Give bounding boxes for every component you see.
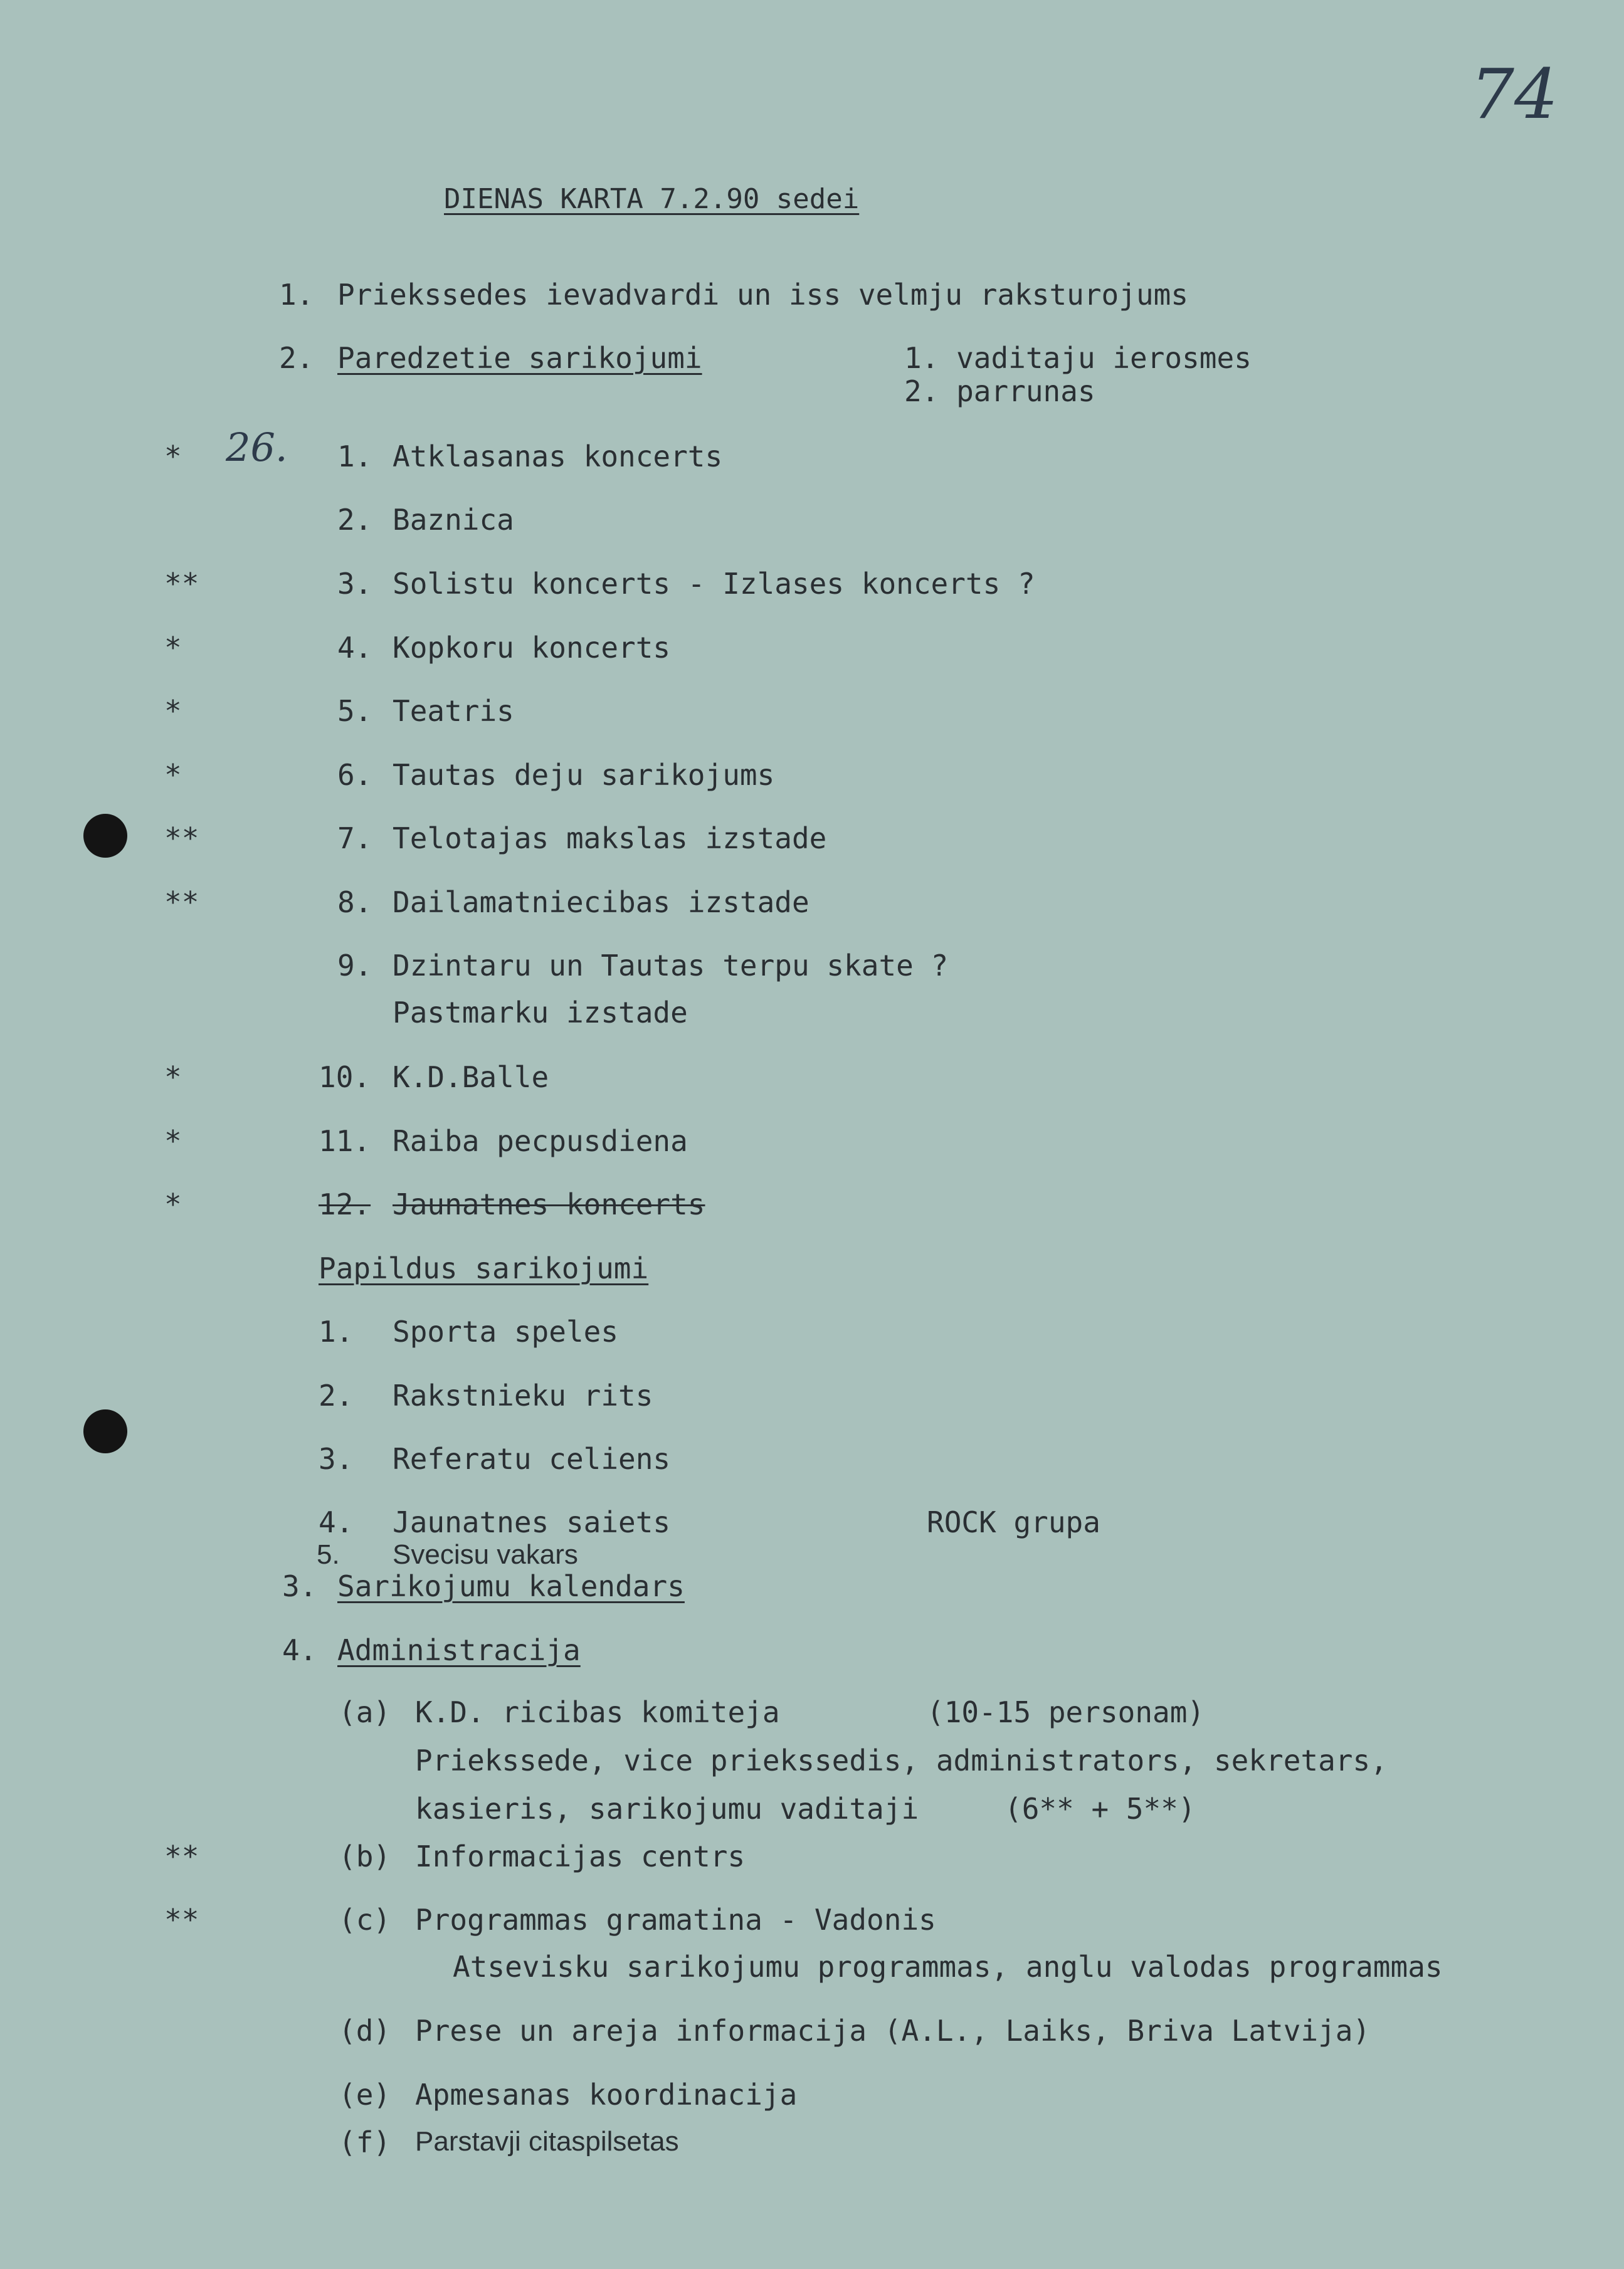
extra-3-text: Referatu celiens — [393, 1442, 671, 1476]
section-1-text: Priekssedes ievadvardi un iss velmju raksturojums — [337, 278, 1189, 312]
event-3-mark: ** — [164, 567, 199, 601]
admin-f-label: (f) — [339, 2125, 391, 2159]
page-number: 74 — [1470, 54, 1558, 134]
event-2-text: Baznica — [393, 503, 514, 537]
event-11-num: 11. — [319, 1124, 371, 1158]
extra-3-num: 3. — [319, 1442, 354, 1476]
section-2-num: 2. — [279, 341, 314, 375]
side-note-2: 2. parrunas — [904, 374, 1095, 408]
event-8-mark: ** — [164, 885, 199, 919]
event-10-num: 10. — [319, 1060, 371, 1094]
section-4-heading: Administracija — [337, 1633, 581, 1667]
admin-c-mark: ** — [164, 1903, 199, 1937]
admin-a-line-2: kasieris, sarikojumu vaditaji — [415, 1792, 919, 1826]
extra-2-num: 2. — [319, 1379, 354, 1413]
page-title: DIENAS KARTA 7.2.90 sedei — [444, 183, 860, 215]
event-12-text: Jaunatnes koncerts — [393, 1187, 705, 1221]
admin-b-mark: ** — [164, 1840, 199, 1873]
punch-hole-bottom — [83, 1409, 127, 1453]
event-12-num: 12. — [319, 1187, 371, 1221]
admin-d-text: Prese un areja informacija (A.L., Laiks, Briva Latvija) — [415, 2014, 1371, 2048]
event-4-num: 4. — [337, 631, 372, 665]
event-5-num: 5. — [337, 694, 372, 728]
admin-b-label: (b) — [339, 1840, 391, 1873]
event-10-mark: * — [164, 1060, 182, 1094]
extra-4-num: 4. — [319, 1505, 354, 1539]
event-12-mark: * — [164, 1187, 182, 1221]
section-3-heading: Sarikojumu kalendars — [337, 1569, 685, 1603]
section-1-num: 1. — [279, 278, 314, 312]
admin-f-text: Parstavji citaspilsetas — [415, 2126, 679, 2157]
extra-heading: Papildus sarikojumi — [319, 1251, 649, 1285]
punch-hole-top — [83, 814, 127, 858]
margin-note: 26. — [226, 424, 288, 470]
admin-a-count: (6** + 5**) — [1004, 1792, 1196, 1826]
admin-c-text: Programmas gramatina - Vadonis — [415, 1903, 936, 1937]
side-note-1: 1. vaditaju ierosmes — [904, 341, 1252, 375]
admin-e-label: (e) — [339, 2078, 391, 2112]
admin-b-text: Informacijas centrs — [415, 1840, 746, 1873]
event-9-num: 9. — [337, 949, 372, 982]
extra-2-text: Rakstnieku rits — [393, 1379, 653, 1413]
event-9-text: Dzintaru un Tautas terpu skate ? — [393, 949, 949, 982]
event-9-subtext: Pastmarku izstade — [393, 996, 688, 1029]
admin-a-line-1: Priekssede, vice priekssedis, administrators, sekretars, — [415, 1744, 1388, 1777]
section-2-heading: Paredzetie sarikojumi — [337, 341, 702, 375]
event-7-mark: ** — [164, 821, 199, 855]
event-7-num: 7. — [337, 821, 372, 855]
event-1-mark: * — [164, 440, 182, 473]
event-11-mark: * — [164, 1124, 182, 1158]
event-6-num: 6. — [337, 758, 372, 792]
event-6-text: Tautas deju sarikojums — [393, 758, 775, 792]
event-10-text: K.D.Balle — [393, 1060, 549, 1094]
event-5-mark: * — [164, 694, 182, 728]
extra-4-note: ROCK grupa — [927, 1505, 1100, 1539]
admin-c-line-1: Atsevisku sarikojumu programmas, anglu valodas programmas — [453, 1950, 1443, 1984]
event-11-text: Raiba pecpusdiena — [393, 1124, 688, 1158]
extra-1-text: Sporta speles — [393, 1315, 619, 1349]
admin-d-label: (d) — [339, 2014, 391, 2048]
event-4-text: Kopkoru koncerts — [393, 631, 671, 665]
admin-c-label: (c) — [339, 1903, 391, 1937]
extra-5-num: 5. — [317, 1539, 340, 1570]
event-3-text: Solistu koncerts - Izlases koncerts ? — [393, 567, 1035, 601]
extra-4-text: Jaunatnes saiets — [393, 1505, 671, 1539]
admin-a-text: K.D. ricibas komiteja — [415, 1695, 780, 1729]
event-8-num: 8. — [337, 885, 372, 919]
event-1-text: Atklasanas koncerts — [393, 440, 723, 473]
event-2-num: 2. — [337, 503, 372, 537]
event-6-mark: * — [164, 758, 182, 792]
admin-a-note: (10-15 personam) — [927, 1695, 1205, 1729]
extra-5-text: Svecisu vakars — [393, 1539, 578, 1570]
event-1-num: 1. — [337, 440, 372, 473]
event-8-text: Dailamatniecibas izstade — [393, 885, 809, 919]
section-4-num: 4. — [282, 1633, 317, 1667]
event-5-text: Teatris — [393, 694, 514, 728]
admin-a-label: (a) — [339, 1695, 391, 1729]
event-4-mark: * — [164, 631, 182, 665]
event-3-num: 3. — [337, 567, 372, 601]
section-3-num: 3. — [282, 1569, 317, 1603]
admin-e-text: Apmesanas koordinacija — [415, 2078, 798, 2112]
extra-1-num: 1. — [319, 1315, 354, 1349]
event-7-text: Telotajas makslas izstade — [393, 821, 827, 855]
